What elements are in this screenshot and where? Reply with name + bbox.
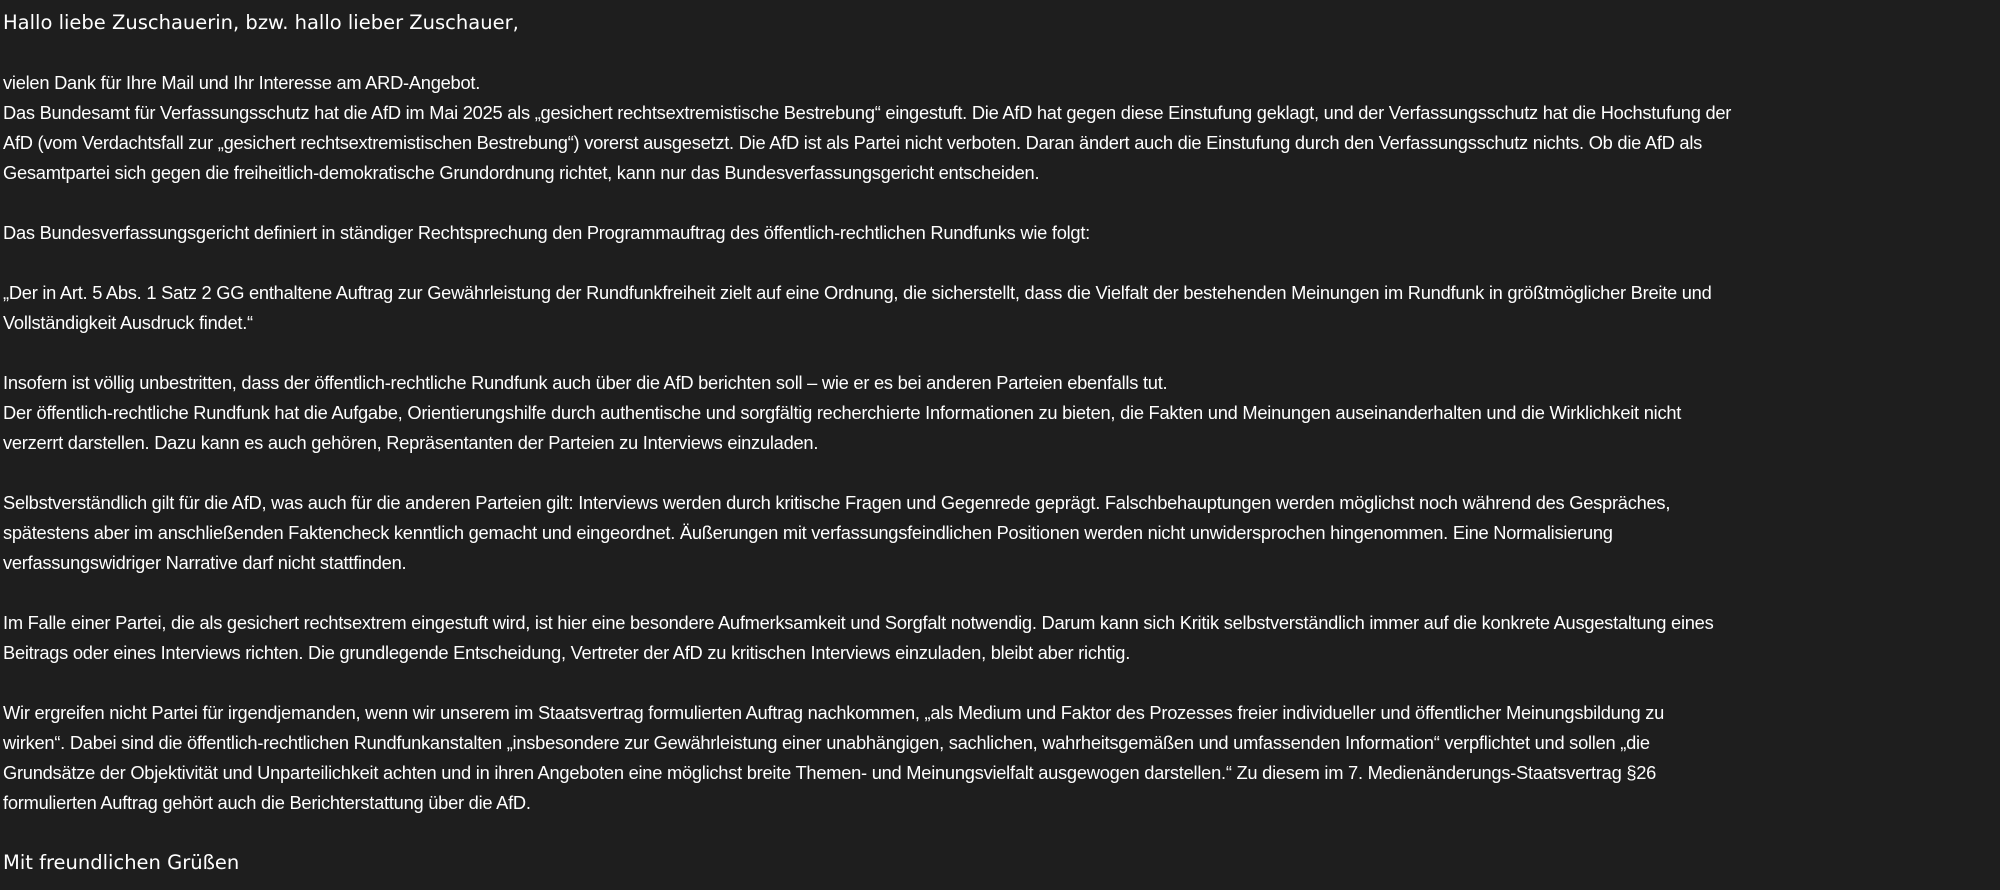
text-line: Im Falle einer Partei, die als gesichert rechtsextrem eingestuft wird, ist hier eine besondere Aufmerksamkeit und Sorgfalt notwendig. Darum kann sich Kritik selbstverständlich immer auf die konkrete Ausgestaltung eines [3, 612, 1714, 633]
blank-line [3, 188, 1993, 218]
blank-line [3, 668, 1993, 698]
blank-line [3, 338, 1993, 368]
paragraph-intro [3, 68, 1993, 188]
text-line: Selbstverständlich gilt für die AfD, was auch für die anderen Parteien gilt: Interviews werden durch kritische Fragen und Gegenrede geprägt. Falschbehauptungen werden möglichst noch während des Gespräches, [3, 492, 1671, 513]
text-line: Insofern ist völlig unbestritten, dass der öffentlich-rechtliche Rundfunk auch über die AfD berichten soll – wie er es bei anderen Parteien ebenfalls tut. [3, 372, 1168, 393]
text-line: Der öffentlich-rechtliche Rundfunk hat die Aufgabe, Orientierungshilfe durch authentische und sorgfältig recherchierte Informationen zu bieten, die Fakten und Meinungen auseinanderhalten und die Wirklichkeit nicht [3, 402, 1682, 423]
text-line: AfD (vom Verdachtsfall zur „gesichert rechtsextremistischen Bestrebung“) vorerst ausgesetzt. Die AfD ist als Partei nicht verboten. Daran ändert auch die Einstufung durch den Verfassungsschutz nichts. Ob die AfD als [3, 132, 1703, 153]
text-line: verfassungswidriger Narrative darf nicht stattfinden. [3, 552, 407, 573]
blank-line [3, 458, 1993, 488]
paragraph-interviews [3, 488, 1993, 578]
blank-line [3, 818, 1993, 848]
text-line: Grundsätze der Objektivität und Unparteilichkeit achten und in ihren Angeboten eine möglichst breite Themen- und Meinungsvielfalt ausgewogen darstellen.“ Zu diesem im 7. Medienänderungs-Staatsvertrag §26 [3, 762, 1657, 783]
text-line: Vollständigkeit Ausdruck findet.“ [3, 312, 253, 333]
text-line: formulierten Auftrag gehört auch die Berichterstattung über die AfD. [3, 792, 531, 813]
text-line: wirken“. Dabei sind die öffentlich-rechtlichen Rundfunkanstalten „insbesondere zur Gewährleistung einer unabhängigen, sachlichen, wahrheitsgemäßen und umfassenden Information“ verpflichtet und sollen „die [3, 732, 1650, 753]
text-line: Das Bundesamt für Verfassungsschutz hat die AfD im Mai 2025 als „gesichert rechtsextremistische Bestrebung“ eingestuft. Die AfD hat gegen diese Einstufung geklagt, und der Verfassungsschutz hat die Hochstufung der [3, 102, 1732, 123]
paragraph-mandate [3, 698, 1993, 818]
paragraph-reporting [3, 368, 1993, 458]
text-line: Beitrags oder eines Interviews richten. Die grundlegende Entscheidung, Vertreter der AfD zu kritischen Interviews einzuladen, bleibt aber richtig. [3, 642, 1131, 663]
text-line: spätestens aber im anschließenden Faktencheck kenntlich gemacht und eingeordnet. Äußerungen mit verfassungsfeindlichen Positionen werden nicht unwidersprochen hingenommen. Eine Normalisierung [3, 522, 1613, 543]
blank-line [3, 38, 1993, 68]
blank-line [3, 248, 1993, 278]
text-line: verzerrt darstellen. Dazu kann es auch gehören, Repräsentanten der Parteien zu Interviews einzuladen. [3, 432, 819, 453]
paragraph-court-definition [3, 218, 1993, 248]
text-line: „Der in Art. 5 Abs. 1 Satz 2 GG enthaltene Auftrag zur Gewährleistung der Rundfunkfreiheit zielt auf eine Ordnung, die sicherstellt, dass die Vielfalt der bestehenden Meinungen im Rundfunk in größtmöglicher Breite und [3, 282, 1712, 303]
text-line: Wir ergreifen nicht Partei für irgendjemanden, wenn wir unserem im Staatsvertrag formulierten Auftrag nachkommen, „als Medium und Faktor des Prozesses freier individueller und öffentlicher Meinungsbildung zu [3, 702, 1665, 723]
greeting-line: Hallo liebe Zuschauerin, bzw. hallo lieber Zuschauer, [3, 11, 519, 34]
text-line: Gesamtpartei sich gegen die freiheitlich-demokratische Grundordnung richtet, kann nur das Bundesverfassungsgericht entscheiden. [3, 162, 1040, 183]
text-line: vielen Dank für Ihre Mail und Ihr Interesse am ARD-Angebot. [3, 72, 481, 93]
blank-line [3, 578, 1993, 608]
closing-line: Mit freundlichen Grüßen [3, 851, 240, 874]
email-body [3, 8, 1993, 878]
paragraph-care [3, 608, 1993, 668]
text-line: Das Bundesverfassungsgericht definiert in ständiger Rechtsprechung den Programmauftrag des öffentlich-rechtlichen Rundfunks wie folgt: [3, 222, 1091, 243]
paragraph-quote [3, 278, 1993, 338]
